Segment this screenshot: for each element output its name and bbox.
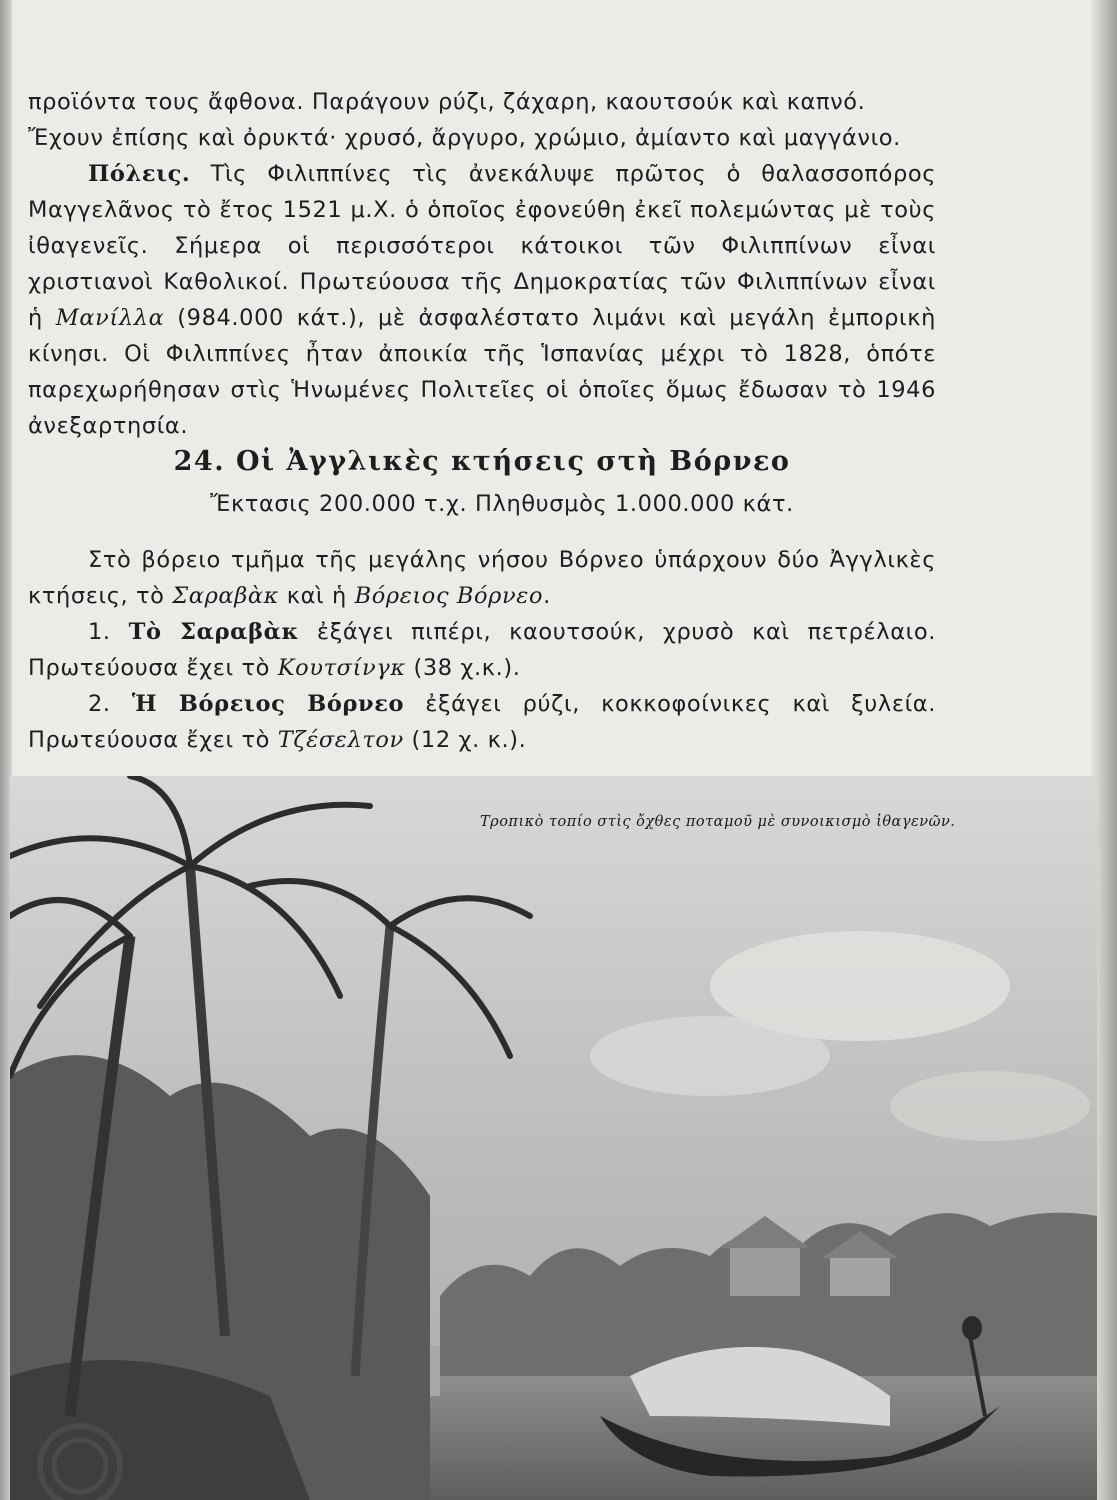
- list-item-sarawak: 1. Τὸ Σαραβὰκ ἐξάγει πιπέρι, καουτσούκ, χρυσὸ καὶ πετρέλαιο. Πρωτεύουσα ἔχει τὸ Κουτσίνγκ (38 χ.κ.).: [28, 619, 936, 681]
- photo-tropical-river-landscape: [10, 776, 1097, 1500]
- list-item-north-borneo: 2. Ἡ Βόρειος Βόρνεο ἐξάγει ρύζι, κοκκοφοίνικες καὶ ξυλεία. Πρωτεύουσα ἔχει τὸ Τζέσελτον (12 χ. κ.).: [28, 691, 936, 753]
- section-stats: Ἔκτασις 200.000 τ.χ. Πληθυσμὸς 1.000.000 κάτ.: [210, 491, 794, 517]
- place-sarawak: Σαραβὰκ: [172, 583, 279, 609]
- photo-illustration: [10, 776, 1097, 1500]
- paragraph-intro: Στὸ βόρειο τμῆμα τῆς μεγάλης νήσου Βόρνεο ὑπάρχουν δύο Ἀγγλικὲς κτήσεις, τὸ Σαραβὰκ καὶ ἡ Βόρειος Βόρνεο.: [28, 547, 936, 609]
- paragraph-products-line-2: Ἔχουν ἐπίσης καὶ ὀρυκτά· χρυσό, ἄργυρο, χρώμιο, ἀμίαντο καὶ μαγγάνιο.: [28, 125, 901, 151]
- photo-caption: Τροπικὸ τοπίο στὶς ὄχθες ποταμοῦ μὲ συνοικισμὸ ἰθαγενῶν.: [480, 814, 956, 830]
- section-title: 24. Οἱ Ἀγγλικὲς κτήσεις στὴ Βόρνεο: [173, 446, 791, 477]
- paragraph-products-line-1: προϊόντα τους ἄφθονα. Παράγουν ρύζι, ζάχαρη, καουτσούκ καὶ καπνό.: [28, 89, 866, 115]
- city-name: Μανίλλα: [55, 305, 165, 331]
- cities-heading: Πόλεις.: [88, 161, 191, 187]
- page-text: [28, 84, 936, 758]
- paragraph-cities: Πόλεις. Τὶς Φιλιππίνες τὶς ἀνεκάλυψε πρῶτος ὁ θαλασσοπόρος Μαγγελᾶνος τὸ ἔτος 1521 μ.Χ. ὁ ὁποῖος ἐφονεύθη ἐκεῖ πολεμώντας μὲ τοὺς ἰθαγενεῖς. Σήμερα οἱ περισσότεροι κάτοικοι τῶν Φιλιππίνων εἶναι χριστιανοὶ Καθολικοί. Πρωτεύουσα τῆς Δημοκρατίας τῶν Φιλιππίνων εἶναι ἡ Μανίλλα (984.000 κάτ.), μὲ ἀσφαλέστατο λιμάνι καὶ μεγάλη ἐμπορικὴ κίνησι. Οἱ Φιλιππίνες ἦταν ἀποικία τῆς Ἱσπανίας μέχρι τὸ 1828, ὁπότε παρεχωρήθησαν στὶς Ἡνωμένες Πολιτεῖες οἱ ὁποῖες ὅμως ἔδωσαν τὸ 1946 ἀνεξαρτησία.: [28, 161, 936, 439]
- place-north-borneo: Βόρειος Βόρνεο: [354, 583, 544, 609]
